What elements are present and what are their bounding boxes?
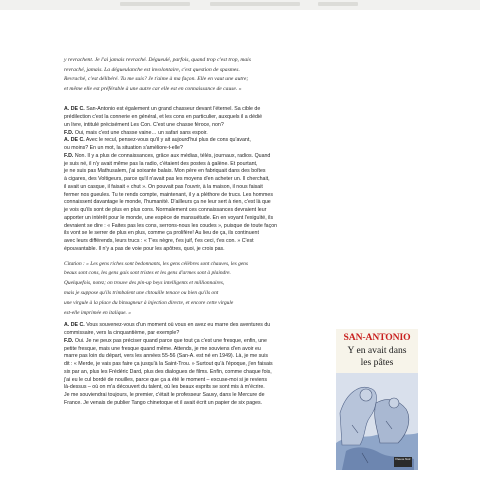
- dialogue-line: [64, 153, 322, 161]
- dialogue-line: [64, 130, 322, 138]
- dialogue-text: Je me souviendrai toujours, le premier, c'était le professeur Sauvy, dans le Mercure de: [64, 392, 265, 399]
- book-author: SAN-ANTONIO: [343, 332, 411, 343]
- article-column: [64, 56, 322, 408]
- dialogue-line: [64, 230, 322, 238]
- dialogue-text: un livre, intitulé précisément Les Con. C'est une chasse féroce, non?: [64, 121, 224, 128]
- speaker-label: F.D.: [64, 152, 74, 159]
- citation-line: mais je suppose qu'ils trimbalent une chtouille tenace ou bien qu'ils ont: [64, 290, 219, 297]
- dialogue-text: épouvantable. Il n'y a pas de voie pour les apôtres, quoi, je crois pas.: [64, 245, 225, 252]
- dialogue-text: il avait un casque, il faisait « chut ». On pouvait pas l'ouvrir, à la maison, il nous faisait: [64, 183, 263, 190]
- dialogue-line: [64, 114, 322, 122]
- cover-illustration: [336, 373, 418, 470]
- citation-block: [64, 260, 322, 319]
- dialogue-text: apporter un intérêt pour le monde, une espèce de mansuétude. En en voyant l'exiguïté, ils: [64, 214, 274, 221]
- dialogue-line: [64, 161, 322, 169]
- interview-dialogue: [64, 106, 322, 253]
- dialogue-text: dit : « Merde, je vais pas faire ça jusqu'à la Saint-Trou. » Surtout qu'à l'époque, j'en faisais: [64, 361, 273, 368]
- dialogue-text: j'ai eu le cul bordé de nouilles, parce que ça a été le moment – excuse-moi si je reviens: [64, 376, 267, 383]
- dialogue-line: [64, 369, 322, 377]
- dialogue-text: ils vont se le serrer de plus en plus, comme ça prolifère! Au lieu de ça, ils continuent: [64, 230, 259, 237]
- dialogue-line: [64, 361, 322, 369]
- dialogue-line: [64, 377, 322, 385]
- dialogue-text: je suis né, il n'y avait même pas la radio, c'étaient des postes à galène. Et pourtant,: [64, 160, 258, 167]
- citation-line: une virgule à la place du bitougneur à injection directe, et encore cette virgule: [64, 299, 234, 306]
- intro-line: Revraché, c'est délibéré. Tu me suis? Je t'aime à ma façon. Elle en vaut une autre;: [64, 76, 249, 83]
- dialogue-line: [64, 184, 322, 192]
- dialogue-line: [64, 322, 322, 330]
- dialogue-text: fermer nos gueules. Tu te rends compte, maintenant, il y a pléthore de trucs. Les hommes: [64, 191, 273, 198]
- previous-page-strip: [0, 0, 480, 10]
- dialogue-entry: [64, 322, 322, 338]
- dialogue-text: connaissent davantage le monde, l'humanité. D'ailleurs ça ne leur sert à rien, c'est là que: [64, 199, 271, 206]
- speaker-label: A. DE C.: [64, 137, 85, 144]
- interview-dialogue-continued: [64, 322, 322, 407]
- dialogue-text: ou moins? En un mot, la situation s'améliore-t-elle?: [64, 145, 183, 152]
- dialogue-line: [64, 137, 322, 145]
- dialogue-line: [64, 400, 322, 408]
- dialogue-text: France. Je venais de publier Tango chinetoque et il avait écrit un papier de six pages.: [64, 399, 263, 406]
- intro-quote: [64, 56, 322, 94]
- dialogue-text: là-dessus – où on m'a découvert du talent, où les beaux esprits se sont mis à m'écrire.: [64, 384, 265, 391]
- dialogue-entry: [64, 153, 322, 254]
- book-title-line: les pâtes: [360, 357, 394, 368]
- speaker-label: A. DE C.: [64, 322, 85, 329]
- dialogue-line: [64, 246, 322, 254]
- dialogue-text: à cigares, des Voltigeurs, parce qu'il n'avait pas les moyens d'en acheter un. Il cherchait,: [64, 176, 270, 183]
- speaker-label: A. DE C.: [64, 106, 85, 113]
- citation-line: Citation : « Les gens riches sont bedonnants, les gens célèbres sont chauves, les gens: [64, 260, 248, 267]
- dialogue-text: San-Antonio est également un grand chasseur devant l'éternel. Sa cible de: [86, 106, 261, 113]
- dialogue-text: Vous souvenez-vous d'un moment où vous en avez eu marre des aventures du: [86, 322, 271, 329]
- dialogue-text: Non. Il y a plus de connaissances, grâce aux médias, télés, journaux, radios. Quand: [74, 152, 271, 159]
- dialogue-line: [64, 145, 322, 153]
- intro-line: revraché, jamais. La dégueulanche est involontaire, c'est question de spasmes.: [64, 66, 240, 73]
- dialogue-line: [64, 338, 322, 346]
- intro-line: y revrachent. Je l'ai jamais revraché. Dégueulé, parfois, quand trop c'est trop, mais: [64, 57, 251, 63]
- dialogue-line: [64, 330, 322, 338]
- dialogue-text: marre pas loin du départ, vers les années 55-56 (San-A. est né en 1949). Là, je me suis: [64, 353, 268, 360]
- dialogue-line: [64, 215, 322, 223]
- dialogue-text: devraient se dire : « Faites pas les cons, serrons-nous les coudes », puisque de toute façon: [64, 222, 278, 229]
- dialogue-line: [64, 207, 322, 215]
- dialogue-entry: [64, 137, 322, 153]
- dialogue-line: [64, 223, 322, 231]
- dialogue-text: je ne suis pas Mathusalem, j'ai soixante balais. Mon père en fabriquait dans des boîtes: [64, 168, 266, 175]
- dialogue-line: [64, 168, 322, 176]
- dialogue-line: [64, 353, 322, 361]
- speaker-label: F.D.: [64, 129, 74, 136]
- dialogue-line: [64, 199, 322, 207]
- publisher-name: Fleuve Noir: [395, 457, 411, 461]
- dialogue-line: [64, 122, 322, 130]
- dialogue-line: [64, 106, 322, 114]
- dialogue-text: commissaire, vers la cinquantième, par exemple?: [64, 330, 180, 337]
- dialogue-text: prédilection c'est la connerie en général, et les cons en particulier, auxquels il a dédié: [64, 114, 262, 121]
- citation-line: est-elle imprimée en italique. »: [64, 309, 131, 316]
- dialogue-entry: [64, 130, 322, 138]
- dialogue-text: je vois qu'ils sont de plus en plus cons. Normalement ces connaissances devraient leur: [64, 207, 267, 214]
- dialogue-text: six par an, plus les Frédéric Dard, plus des dialogues de films. Enfin, comme chaque fois,: [64, 368, 272, 375]
- dialogue-text: Oui, mais c'est une chasse vaine… un safari sans espoir.: [74, 129, 208, 136]
- citation-line: Quelquefois, notez; on trouve des pin-up beys intelligents et millionnaires,: [64, 280, 225, 287]
- dialogue-text: Oui. Je ne peux pas préciser quand parce que tout ça c'est une fresque, enfin, une: [74, 337, 267, 344]
- dialogue-text: Avec le recul, pensez-vous qu'il y ait aujourd'hui plus de cons qu'avant,: [85, 137, 251, 144]
- dialogue-line: [64, 392, 322, 400]
- dialogue-entry: [64, 338, 322, 408]
- book-cover: [336, 329, 418, 470]
- dialogue-line: [64, 384, 322, 392]
- citation-line: beaux sont cons, les gens gais sont tristes et les gens d'armes sont à plaindre.: [64, 270, 231, 277]
- book-title-line: Y en avait dans: [347, 345, 407, 356]
- dialogue-entry: [64, 106, 322, 129]
- dialogue-line: [64, 346, 322, 354]
- dialogue-line: [64, 238, 322, 246]
- dialogue-line: [64, 176, 322, 184]
- dialogue-text: petite fresque, mais une fresque quand même. Attends, je me souviens d'en avoir eu: [64, 345, 261, 352]
- speaker-label: F.D.: [64, 337, 74, 344]
- dialogue-text: avec leurs différends, leurs trucs : « T'es nègre, t'es juif, t'es ceci, t'es con. » C'est: [64, 238, 254, 245]
- intro-line: et même elle est préférable à une autre car elle est en connaissance de cause. »: [64, 85, 242, 92]
- publisher-logo: [394, 457, 412, 467]
- dialogue-line: [64, 192, 322, 200]
